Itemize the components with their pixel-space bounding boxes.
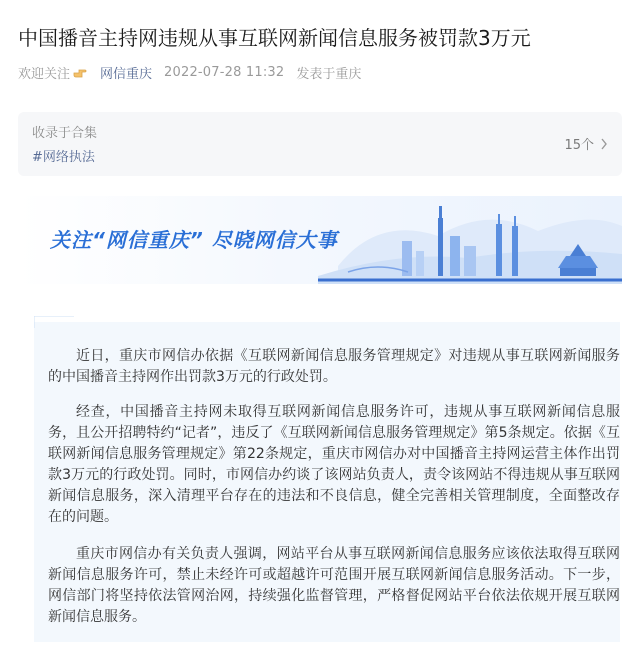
- publish-datetime: 2022-07-28 11:32: [164, 64, 285, 80]
- article-body: [34, 322, 620, 642]
- banner-slogan: 关注“网信重庆” 尽晓网信大事: [50, 228, 338, 252]
- collection-count[interactable]: [564, 134, 608, 153]
- account-name-link[interactable]: 网信重庆: [100, 66, 153, 82]
- article-paragraph: 重庆市网信办有关负责人强调，网站平台从事互联网新闻信息服务应该依法取得互联网新闻信息服务许可，禁止未经许可或超越许可范围开展互联网新闻信息服务活动。下一步，网信部门将坚持依法管网治网，持续强化监督管理，严格督促网站平台依法依规开展互联网新闻信息服务。: [48, 546, 620, 625]
- publish-location: 发表于重庆: [296, 66, 362, 82]
- collection-tag-link[interactable]: #网络执法: [32, 150, 95, 165]
- article-paragraph: 近日，重庆市网信办依据《互联网新闻信息服务管理规定》对违规从事互联网新闻服务的中国播音主持网作出罚款3万元的行政处罚。: [48, 348, 620, 385]
- follow-label: 欢迎关注: [18, 66, 71, 82]
- collection-count-text: 15个: [564, 138, 594, 153]
- pointing-hand-icon: [72, 65, 88, 79]
- promo-banner: [18, 196, 622, 284]
- article-meta: [18, 62, 361, 82]
- collection-card[interactable]: [18, 112, 622, 176]
- chevron-right-icon: [600, 138, 608, 150]
- article-title: 中国播音主持网违规从事互联网新闻信息服务被罚款3万元: [18, 26, 531, 50]
- collection-label: 收录于合集: [32, 126, 98, 141]
- article-paragraph: 经查，中国播音主持网未取得互联网新闻信息服务许可，违规从事互联网新闻信息服务，且公开招聘特约“记者”，违反了《互联网新闻信息服务管理规定》第5条规定。依据《互联网新闻信息服务管理规定》第22条规定，重庆市网信办对中国播音主持网运营主体作出罚款3万元的行政处罚。同时，市网信办约谈了该网站负责人，责令该网站不得违规从事互联网新闻信息服务，深入清理平台存在的违法和不良信息，健全完善相关管理制度，全面整改存在的问题。: [48, 404, 620, 525]
